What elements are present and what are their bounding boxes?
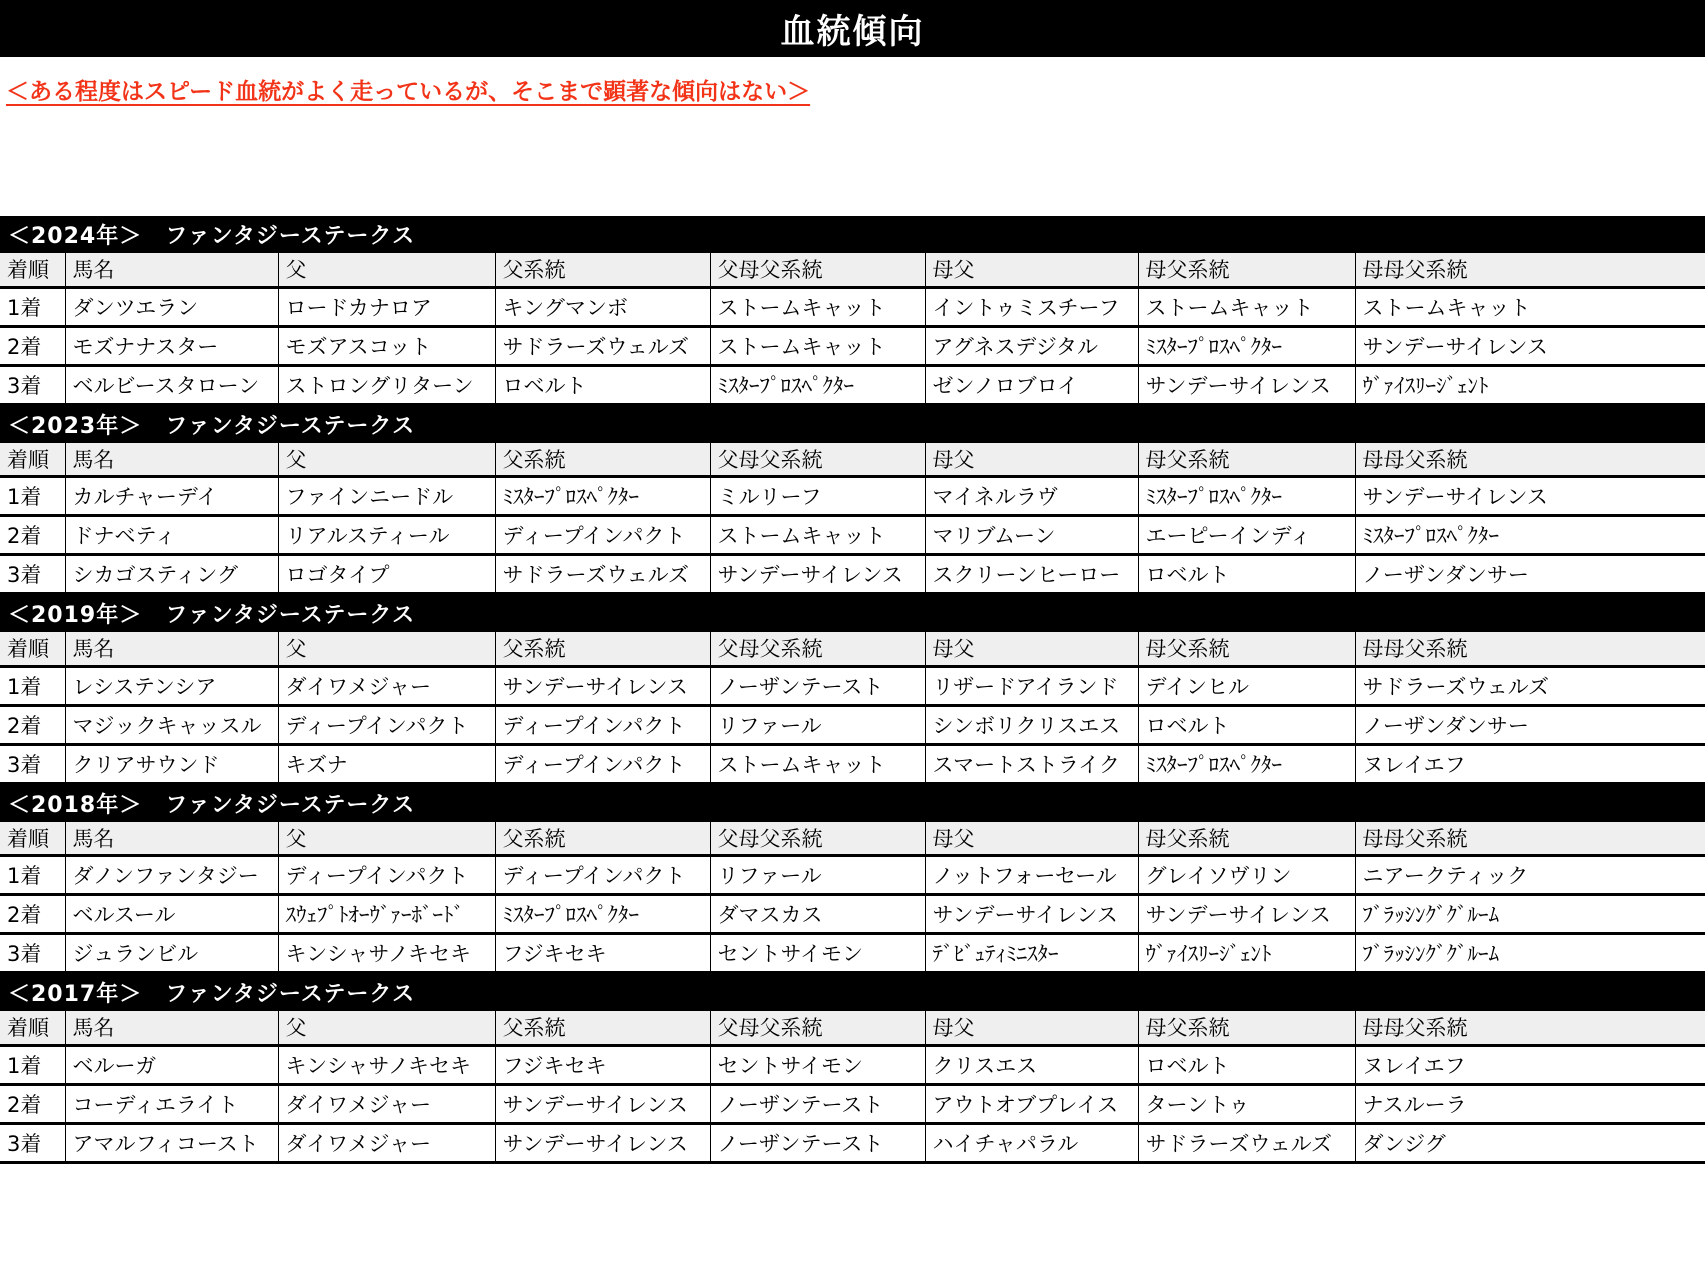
pedigree-cell: サンデーサイレンス [925,895,1138,934]
pedigree-cell: ミルリーフ [710,477,925,516]
pedigree-cell: ダノンファンタジー [65,856,278,895]
pedigree-table [0,443,1705,596]
table-row [0,516,1705,555]
pedigree-cell: ﾌﾞﾗｯｼﾝｸﾞｸﾞﾙｰﾑ [1355,934,1705,973]
year-sections [0,216,1705,1164]
table-row [0,1123,1705,1162]
pedigree-cell: マリブムーン [925,516,1138,555]
title-bar [0,0,1705,57]
pedigree-cell: シンボリクリスエス [925,705,1138,744]
pedigree-cell: ダイワメジャー [278,666,495,705]
column-header: 父母父系統 [710,443,925,477]
pedigree-cell: モズナナスター [65,326,278,365]
pedigree-cell: ダンツエラン [65,287,278,326]
pedigree-cell: ハイチャパラル [925,1123,1138,1162]
finish-position-cell: 1着 [0,856,65,895]
pedigree-cell: ニアークティック [1355,856,1705,895]
pedigree-cell: ﾌﾞﾗｯｼﾝｸﾞｸﾞﾙｰﾑ [1355,895,1705,934]
pedigree-cell: アウトオブプレイス [925,1084,1138,1123]
page-title: 血統傾向 [780,12,925,52]
pedigree-cell: ディープインパクト [495,705,710,744]
column-header: 着順 [0,443,65,477]
section-header-title: ＜2023年＞ ファンタジーステークス [8,413,416,439]
pedigree-cell: ディープインパクト [278,856,495,895]
pedigree-cell: シカゴスティング [65,555,278,594]
column-header: 父系統 [495,443,710,477]
column-header: 父系統 [495,632,710,666]
table-row [0,856,1705,895]
column-header: 母父系統 [1138,822,1355,856]
section-header-title: ＜2018年＞ ファンタジーステークス [8,792,416,818]
pedigree-table [0,822,1705,975]
pedigree-cell: ﾐｽﾀｰﾌﾟﾛｽﾍﾟｸﾀｰ [1355,516,1705,555]
pedigree-cell: ﾐｽﾀｰﾌﾟﾛｽﾍﾟｸﾀｰ [1138,744,1355,783]
pedigree-cell: ベルビースタローン [65,365,278,404]
pedigree-cell: エーピーインディ [1138,516,1355,555]
pedigree-cell: リザードアイランド [925,666,1138,705]
pedigree-cell: ロベルト [1138,705,1355,744]
pedigree-cell: スクリーンヒーロー [925,555,1138,594]
table-row [0,326,1705,365]
pedigree-cell: ｽｳｪﾌﾟﾄｵｰｳﾞｧｰﾎﾞｰﾄﾞ [278,895,495,934]
column-header: 母父 [925,443,1138,477]
pedigree-cell: ゼンノロブロイ [925,365,1138,404]
table-header-row [0,443,1705,477]
column-header: 馬名 [65,1011,278,1045]
column-header: 馬名 [65,632,278,666]
finish-position-cell: 2着 [0,1084,65,1123]
pedigree-cell: ダマスカス [710,895,925,934]
pedigree-cell: マイネルラヴ [925,477,1138,516]
pedigree-cell: ベルスール [65,895,278,934]
pedigree-cell: イントゥミスチーフ [925,287,1138,326]
pedigree-cell: サンデーサイレンス [1355,477,1705,516]
pedigree-cell: ﾐｽﾀｰﾌﾟﾛｽﾍﾟｸﾀｰ [710,365,925,404]
column-header: 母父 [925,632,1138,666]
column-header: 母母父系統 [1355,253,1705,287]
pedigree-cell: マジックキャッスル [65,705,278,744]
column-header: 父 [278,822,495,856]
column-header: 父母父系統 [710,822,925,856]
pedigree-cell: サンデーサイレンス [1138,895,1355,934]
pedigree-cell: コーディエライト [65,1084,278,1123]
section-header-title: ＜2019年＞ ファンタジーステークス [8,603,416,628]
pedigree-cell: サンデーサイレンス [1138,365,1355,404]
pedigree-cell: ディープインパクト [495,516,710,555]
section-header-bar [0,974,1705,1011]
pedigree-cell: リファール [710,856,925,895]
table-row [0,895,1705,934]
pedigree-cell: サンデーサイレンス [495,666,710,705]
pedigree-cell: アグネスデジタル [925,326,1138,365]
pedigree-cell: グレイソヴリン [1138,856,1355,895]
trend-comment: ＜ある程度はスピード血統がよく走っているが、そこまで顕著な傾向はない＞ [6,79,811,105]
table-row [0,555,1705,594]
column-header: 着順 [0,1011,65,1045]
section-header-bar [0,595,1705,632]
table-row [0,666,1705,705]
pedigree-cell: スマートストライク [925,744,1138,783]
pedigree-cell: ディープインパクト [495,856,710,895]
finish-position-cell: 1着 [0,666,65,705]
pedigree-cell: ヌレイエフ [1355,744,1705,783]
pedigree-cell: サドラーズウェルズ [495,555,710,594]
pedigree-cell: クリアサウンド [65,744,278,783]
pedigree-cell: ストームキャット [710,287,925,326]
pedigree-cell: サドラーズウェルズ [495,326,710,365]
pedigree-cell: ダイワメジャー [278,1123,495,1162]
column-header: 母父系統 [1138,1011,1355,1045]
pedigree-cell: サンデーサイレンス [495,1123,710,1162]
column-header: 父 [278,632,495,666]
table-header-row [0,1011,1705,1045]
pedigree-cell: レシステンシア [65,666,278,705]
column-header: 母父系統 [1138,632,1355,666]
section-header-bar [0,785,1705,822]
column-header: 母母父系統 [1355,443,1705,477]
pedigree-cell: サドラーズウェルズ [1138,1123,1355,1162]
pedigree-cell: ノーザンダンサー [1355,555,1705,594]
pedigree-cell: ジュランビル [65,934,278,973]
pedigree-table [0,632,1705,785]
section-header-title: ＜2017年＞ ファンタジーステークス [8,982,416,1007]
column-header: 着順 [0,253,65,287]
pedigree-cell: ノーザンテースト [710,1084,925,1123]
pedigree-cell: ﾃﾞﾋﾞｭﾃｨﾐﾆｽﾀｰ [925,934,1138,973]
pedigree-cell: キングマンボ [495,287,710,326]
pedigree-cell: アマルフィコースト [65,1123,278,1162]
pedigree-cell: ﾐｽﾀｰﾌﾟﾛｽﾍﾟｸﾀｰ [1138,477,1355,516]
column-header: 父系統 [495,822,710,856]
pedigree-cell: ノーザンテースト [710,666,925,705]
finish-position-cell: 3着 [0,744,65,783]
pedigree-cell: クリスエス [925,1045,1138,1084]
pedigree-cell: キズナ [278,744,495,783]
pedigree-table [0,1011,1705,1164]
column-header: 母父 [925,1011,1138,1045]
pedigree-cell: ｳﾞｧｲｽﾘｰｼﾞｪﾝﾄ [1355,365,1705,404]
pedigree-cell: ストームキャット [1355,287,1705,326]
pedigree-cell: ダイワメジャー [278,1084,495,1123]
column-header: 着順 [0,632,65,666]
pedigree-cell: サンデーサイレンス [1355,326,1705,365]
pedigree-cell: ストロングリターン [278,365,495,404]
pedigree-cell: ディープインパクト [495,744,710,783]
pedigree-cell: ノーザンダンサー [1355,705,1705,744]
column-header: 父 [278,443,495,477]
pedigree-cell: フジキセキ [495,934,710,973]
finish-position-cell: 1着 [0,287,65,326]
pedigree-cell: サンデーサイレンス [495,1084,710,1123]
pedigree-cell: モズアスコット [278,326,495,365]
finish-position-cell: 1着 [0,1045,65,1084]
table-header-row [0,253,1705,287]
column-header: 馬名 [65,253,278,287]
column-header: 着順 [0,822,65,856]
pedigree-cell: ロゴタイプ [278,555,495,594]
pedigree-table [0,253,1705,406]
table-row [0,477,1705,516]
table-header-row [0,822,1705,856]
column-header: 馬名 [65,822,278,856]
pedigree-cell: ロベルト [1138,555,1355,594]
pedigree-cell: ﾐｽﾀｰﾌﾟﾛｽﾍﾟｸﾀｰ [495,477,710,516]
pedigree-cell: フジキセキ [495,1045,710,1084]
pedigree-cell: ロベルト [495,365,710,404]
column-header: 母父系統 [1138,253,1355,287]
pedigree-cell: リアルスティール [278,516,495,555]
table-row [0,705,1705,744]
column-header: 母父系統 [1138,443,1355,477]
section-header-title: ＜2024年＞ ファンタジーステークス [8,224,416,249]
pedigree-cell: サンデーサイレンス [710,555,925,594]
table-row [0,287,1705,326]
table-row [0,744,1705,783]
column-header: 母母父系統 [1355,1011,1705,1045]
finish-position-cell: 3着 [0,365,65,404]
pedigree-cell: ダンジグ [1355,1123,1705,1162]
finish-position-cell: 3着 [0,934,65,973]
finish-position-cell: 2着 [0,705,65,744]
column-header: 父母父系統 [710,1011,925,1045]
section-header-bar [0,216,1705,253]
pedigree-cell: デインヒル [1138,666,1355,705]
pedigree-cell: ドナベティ [65,516,278,555]
finish-position-cell: 3着 [0,1123,65,1162]
table-row [0,1045,1705,1084]
pedigree-cell: ナスルーラ [1355,1084,1705,1123]
finish-position-cell: 2着 [0,516,65,555]
pedigree-cell: ロベルト [1138,1045,1355,1084]
column-header: 馬名 [65,443,278,477]
table-row [0,1084,1705,1123]
pedigree-cell: ターントゥ [1138,1084,1355,1123]
column-header: 父系統 [495,1011,710,1045]
pedigree-cell: ﾐｽﾀｰﾌﾟﾛｽﾍﾟｸﾀｰ [1138,326,1355,365]
pedigree-cell: ﾐｽﾀｰﾌﾟﾛｽﾍﾟｸﾀｰ [495,895,710,934]
pedigree-cell: キンシャサノキセキ [278,1045,495,1084]
pedigree-cell: ヌレイエフ [1355,1045,1705,1084]
pedigree-cell: リファール [710,705,925,744]
pedigree-cell: ベルーガ [65,1045,278,1084]
pedigree-cell: ディープインパクト [278,705,495,744]
pedigree-cell: サドラーズウェルズ [1355,666,1705,705]
column-header: 父母父系統 [710,253,925,287]
column-header: 母母父系統 [1355,632,1705,666]
pedigree-cell: ｳﾞｧｲｽﾘｰｼﾞｪﾝﾄ [1138,934,1355,973]
pedigree-cell: ストームキャット [1138,287,1355,326]
column-header: 母父 [925,253,1138,287]
spacer [0,106,1705,216]
column-header: 父母父系統 [710,632,925,666]
section-header-bar [0,406,1705,443]
pedigree-cell: ロードカナロア [278,287,495,326]
pedigree-cell: ストームキャット [710,326,925,365]
pedigree-cell: セントサイモン [710,1045,925,1084]
pedigree-cell: セントサイモン [710,934,925,973]
column-header: 母父 [925,822,1138,856]
column-header: 父 [278,1011,495,1045]
pedigree-cell: キンシャサノキセキ [278,934,495,973]
column-header: 母母父系統 [1355,822,1705,856]
finish-position-cell: 3着 [0,555,65,594]
pedigree-cell: ストームキャット [710,516,925,555]
table-header-row [0,632,1705,666]
finish-position-cell: 2着 [0,895,65,934]
pedigree-cell: ストームキャット [710,744,925,783]
pedigree-cell: カルチャーデイ [65,477,278,516]
table-row [0,365,1705,404]
finish-position-cell: 1着 [0,477,65,516]
column-header: 父系統 [495,253,710,287]
pedigree-cell: ノーザンテースト [710,1123,925,1162]
table-row [0,934,1705,973]
pedigree-cell: ファインニードル [278,477,495,516]
finish-position-cell: 2着 [0,326,65,365]
column-header: 父 [278,253,495,287]
pedigree-cell: ノットフォーセール [925,856,1138,895]
